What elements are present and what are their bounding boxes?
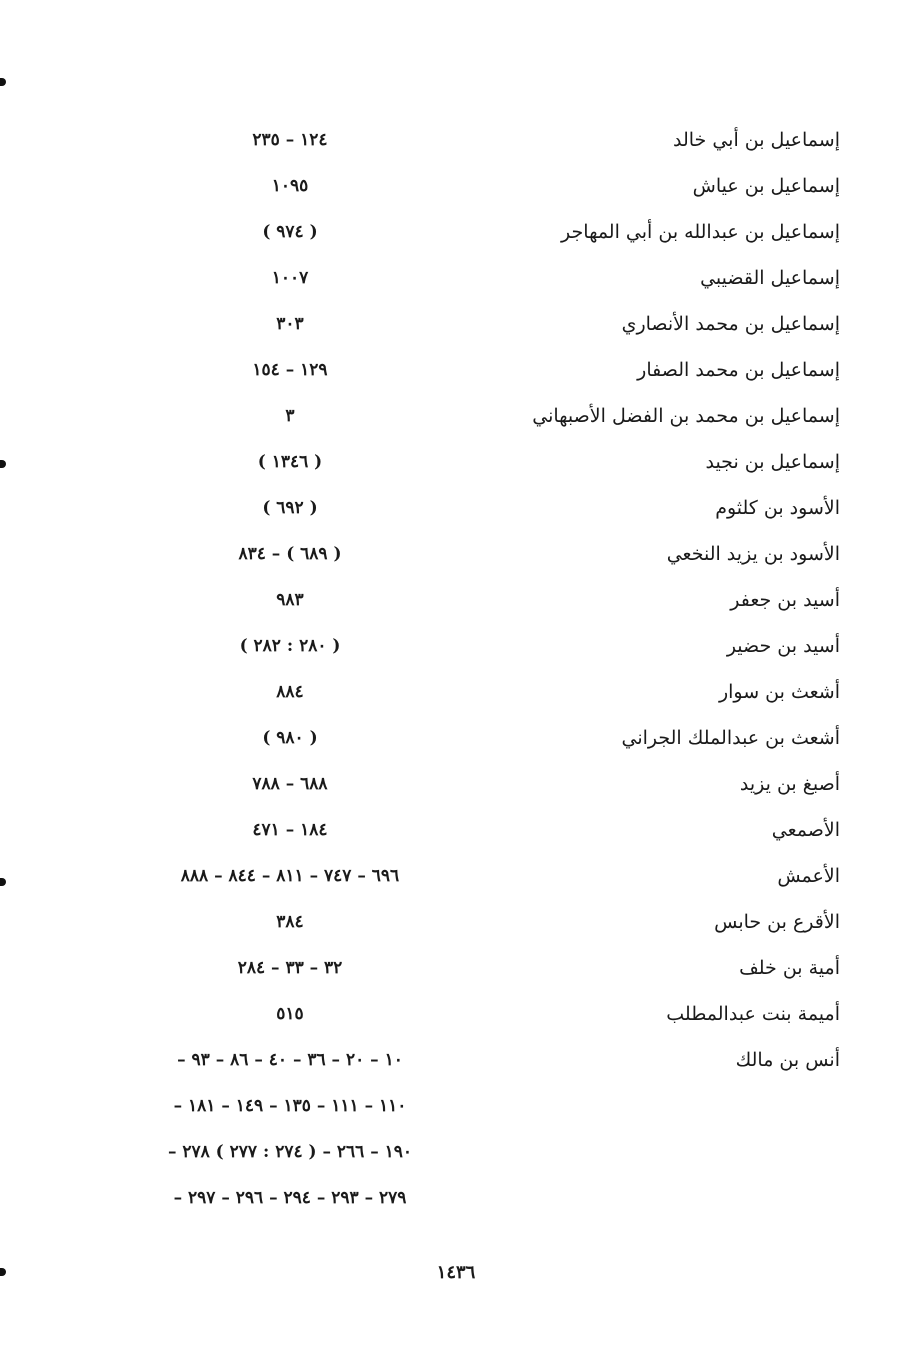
continuation-line xyxy=(0,1132,912,1172)
entry-name: الأصمعي xyxy=(771,819,840,841)
entry-name: أميمة بنت عبدالمطلب xyxy=(666,1003,840,1025)
entry-name: أمية بن خلف xyxy=(739,957,840,979)
entry-name: إسماعيل بن عبدالله بن أبي المهاجر xyxy=(561,221,840,243)
index-entry xyxy=(0,764,912,804)
entry-refs: ١٢٩ – ١٥٤ xyxy=(252,360,328,380)
entry-refs: ( ٦٨٩ ) – ٨٣٤ xyxy=(238,544,342,564)
index-entry xyxy=(0,534,912,574)
entry-refs: ٨٨٤ xyxy=(276,682,304,702)
entry-refs: ٣٨٤ xyxy=(276,912,304,932)
binding-mark xyxy=(0,78,6,86)
entry-name: أشعث بن عبدالملك الجراني xyxy=(621,727,840,749)
index-entry xyxy=(0,166,912,206)
entry-refs: ١٢٤ – ٢٣٥ xyxy=(252,130,328,150)
entry-refs: ( ٩٧٤ ) xyxy=(262,222,318,242)
entry-refs: ٣٠٣ xyxy=(276,314,304,334)
entry-name: إسماعيل بن محمد بن الفضل الأصبهاني xyxy=(532,405,840,427)
index-entry xyxy=(0,994,912,1034)
index-entry xyxy=(0,396,912,436)
index-entry xyxy=(0,120,912,160)
entry-refs: ١٠٩٥ xyxy=(271,176,309,196)
entry-name: إسماعيل بن أبي خالد xyxy=(672,129,840,151)
entry-refs: ٥١٥ xyxy=(276,1004,304,1024)
page-number: ١٤٣٦ xyxy=(436,1262,476,1283)
continuation-line xyxy=(0,1178,912,1218)
index-entry xyxy=(0,1040,912,1080)
entry-name: أصبغ بن يزيد xyxy=(739,773,840,795)
entry-refs: ٩٨٣ xyxy=(276,590,304,610)
index-entry xyxy=(0,350,912,390)
entry-refs-continued: ١٩٠ – ٢٦٦ – ( ٢٧٤ : ٢٧٧ ) ٢٧٨ – xyxy=(167,1142,413,1162)
index-entry xyxy=(0,626,912,666)
entry-name: الأسود بن كلثوم xyxy=(715,497,840,519)
index-entry xyxy=(0,580,912,620)
entry-refs-continued: ٢٧٩ – ٢٩٣ – ٢٩٤ – ٢٩٦ – ٢٩٧ – xyxy=(173,1188,407,1208)
entry-name: إسماعيل بن عياش xyxy=(692,175,840,197)
entry-name: الأعمش xyxy=(777,865,840,887)
entry-refs: ٦٩٦ – ٧٤٧ – ٨١١ – ٨٤٤ – ٨٨٨ xyxy=(180,866,400,886)
entry-name: أشعث بن سوار xyxy=(718,681,840,703)
entry-name: أسيد بن جعفر xyxy=(730,589,840,611)
index-entry xyxy=(0,856,912,896)
entry-refs: ١٠ – ٢٠ – ٣٦ – ٤٠ – ٨٦ – ٩٣ – xyxy=(177,1050,403,1070)
entry-refs: ٦٨٨ – ٧٨٨ xyxy=(252,774,328,794)
index-entry xyxy=(0,810,912,850)
entry-name: إسماعيل بن نجيد xyxy=(705,451,840,473)
index-entry xyxy=(0,442,912,482)
index-entry xyxy=(0,488,912,528)
entry-name: إسماعيل القضيبي xyxy=(700,267,840,289)
entry-name: أسيد بن حضير xyxy=(726,635,840,657)
entry-name: الأسود بن يزيد النخعي xyxy=(666,543,840,565)
entry-name: إسماعيل بن محمد الأنصاري xyxy=(621,313,840,335)
entry-name: أنس بن مالك xyxy=(735,1049,840,1071)
entry-refs: ( ٩٨٠ ) xyxy=(262,728,318,748)
index-entry xyxy=(0,948,912,988)
index-entry xyxy=(0,672,912,712)
continuation-line xyxy=(0,1086,912,1126)
entry-refs: ١٠٠٧ xyxy=(271,268,309,288)
entry-name: الأقرع بن حابس xyxy=(714,911,840,933)
index-entry xyxy=(0,902,912,942)
entry-name: إسماعيل بن محمد الصفار xyxy=(637,359,840,381)
entry-refs: ٣ xyxy=(285,406,295,426)
index-entry xyxy=(0,212,912,252)
entry-refs-continued: ١١٠ – ١١١ – ١٣٥ – ١٤٩ – ١٨١ – xyxy=(173,1096,407,1116)
index-entry xyxy=(0,258,912,298)
entry-refs: ( ٢٨٠ : ٢٨٢ ) xyxy=(239,636,341,656)
index-entry xyxy=(0,304,912,344)
index-entry xyxy=(0,718,912,758)
entry-refs: ( ٦٩٢ ) xyxy=(262,498,318,518)
entry-refs: ( ١٣٤٦ ) xyxy=(257,452,323,472)
entry-refs: ١٨٤ – ٤٧١ xyxy=(252,820,328,840)
entry-refs: ٣٢ – ٣٣ – ٢٨٤ xyxy=(237,958,343,978)
